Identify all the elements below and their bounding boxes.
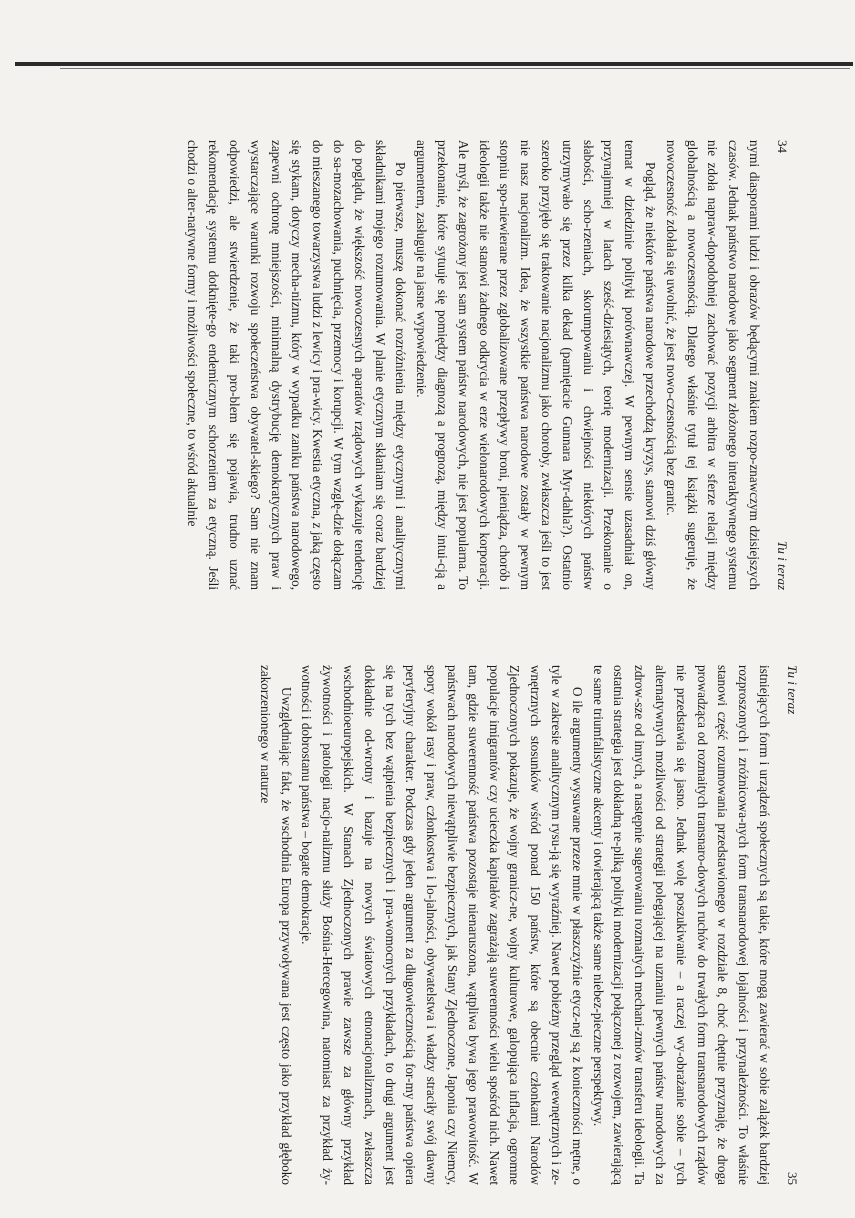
page-number: 35 <box>785 1172 800 1185</box>
running-head: Tu i teraz <box>775 540 790 590</box>
paragraph: nymi diasporami ludzi i obrazów będącymi znakiem rozpo-znawczym dzisiejszych czasów. Jednak państwo narodowe jako segment złożonego interaktywnego systemu nie zdoła napraw-dopodobniej zachować pozycji arbitra w sferze relacji między globalnością a nowoczesnością. Dlatego właśnie tytuł tej książki sugeruje, że nowoczesność zdołała się uwolnić, że jest nowo-czesnością bez granic. <box>663 140 762 590</box>
page-34-text <box>182 140 764 590</box>
paragraph: Uwzględniając fakt, że wschodnia Europa przywoływana jest często jako przykład głęboko zakorzenionego w naturze <box>257 665 294 1185</box>
page-number: 34 <box>775 140 790 153</box>
paragraph: O ile argumenty wysuwane przeze mnie w płaszczyźnie etycz-nej są z konieczności mętne, o tyle w zakresie analitycznym rysu-ją się wyraźniej. Nawet pobieżny przegląd wewnętrznych i ze-wnętrznych stosunków wśród ponad 150 państw, które są obecnie członkami Narodów Zjednoczonych pokazuje, że wojny granicz-ne, wojny kulturowe, galopująca inflacja, ogromne populacje imigrantów czy ucieczka kapitałów zagrażają suwerenności wielu spośród nich. Nawet tam, gdzie suwerenność państwa pozostaje nienaruszona, wątpliwa bywa jego prawowitość. W państwach narodowych niewątpliwie bezpiecznych, jak Stany Zjednoczone, Japonia czy Niemcy, spory wokół rasy i praw, członkostwa i lo-jalności, obywatelstwa i władzy straciły swój dawny peryferyjny charakter. Podczas gdy jeden argument za długowiecznością for-my państwa opiera się na tych bez wątpienia bezpiecznych i pra-womocnych przykładach, to drugi argument jest dokładnie od-wrotny i bazuje na nowych światowych etnonacjonalizmach, zwłaszcza wschodnioeuropejskich. W Stanach Zjednoczonych prawie zawsze za główny przykład żywotności i patologii nacjo-nalizmu służy Bośnia-Hercegowina, natomiast za przykład ży-wotności i dobrostanu państwa – bogate demokracje. <box>299 665 585 1185</box>
scan-top-rule-thin <box>60 68 850 69</box>
page-35 <box>60 665 800 1185</box>
paragraph: Po pierwsze, muszę dokonać rozróżnienia między etycznymi i analitycznymi składnikami mojego rozumowania. W planie etycznym skłaniam się coraz bardziej do poglądu, że większość nowoczesnych aparatów rządowych wykazuje tendencję do sa-mozachowania, puchnięcia, przemocy i korupcji. W tym wzglę-dzie dołączam do mieszanego towarzystwa ludzi z lewicy i pra-wicy. Kwestia etyczna, z jaką często się stykam, dotyczy mecha-nizmu, który w wypadku zaniku państwa narodowego, zapewni ochronę mniejszości, minimalną dystrybucję demokratycznych praw i wystarczające warunki rozwoju społeczeństwa obywatel-skiego? Sam nie znam odpowiedzi, ale stwierdzenie, że taki pro-blem się pojawia, trudno uznać rekomendację systemu dotknięte-go endemicznym schorzeniem za etyczną. Jeśli chodzi o alter-natywne formy i możliwości społeczne, to wśród aktualnie <box>185 140 409 590</box>
paragraph: istniejących form i urządzeń społecznych są takie, które mogą zawierać w sobie zalążek bardziej rozproszonych i zróżnicowa-nych form transnarodowej lojalności i przynależności. To właśnie stanowi część rozumowania przedstawionego w rozdziale 8, choć chętnie przyznaję, że droga prowadząca od rozmaitych transnaro-dowych ruchów do trwałych form transnarodowych rządów nie przedstawia się jasno. Jednak wolę poszukiwanie – a raczej wy-obrażanie sobie – tych alternatywnych możliwości od strategii polegającej na uznaniu pewnych państw narodowych za zdrow-sze od innych, a następnie sugerowaniu rozmaitych mechani-zmów transferu ideologii. Ta ostatnia strategia jest dokładną re-pliką polityki modernizacji połączonej z rozwojem, zawierającą te same triumfalistyczne akcenty i otwierającą także same niebez-pieczne perspektywy. <box>590 665 772 1185</box>
running-head: Tu i teraz <box>785 665 800 715</box>
page-35-text <box>254 665 774 1185</box>
scan-top-rule <box>15 62 853 66</box>
page-34 <box>70 140 790 590</box>
paragraph: Pogląd, że niektóre państwa narodowe przechodzą kryzys, stanowi dziś główny temat w dziedzinie polityki porównawczej. W pewnym sensie uzasadniał on, przynajmniej w latach sześć-dziesiątych, teorię modernizacji. Przekonanie o słabości, scho-rzeniach, skorumpowaniu i chwiejności niektórych państw utrzymywało się przez kilka dekad (pamiętacie Gunnara Myr-dahla?). Ostatnio szeroko przyjęło się traktowanie nacjonalizmu jako choroby, zwłaszcza jeśli to jest nie nasz nacjonalizm. Idea, że wszystkie państwa narodowe zostały w pewnym stopniu spo-niewierane przez zglobalizowane przepływy broni, pieniądza, chorób i ideologii także nie stanowi żadnego odkrycia w erze wielonarodowych korporacji. Ale myśl, że zagrożony jest sam system państw narodowych, nie jest popularna. To przekonanie, które sytuuje się pomiędzy diagnozą a prognozą, między intui-cją a argumentem, zasługuje na jasne wypowiedzenie. <box>414 140 659 590</box>
